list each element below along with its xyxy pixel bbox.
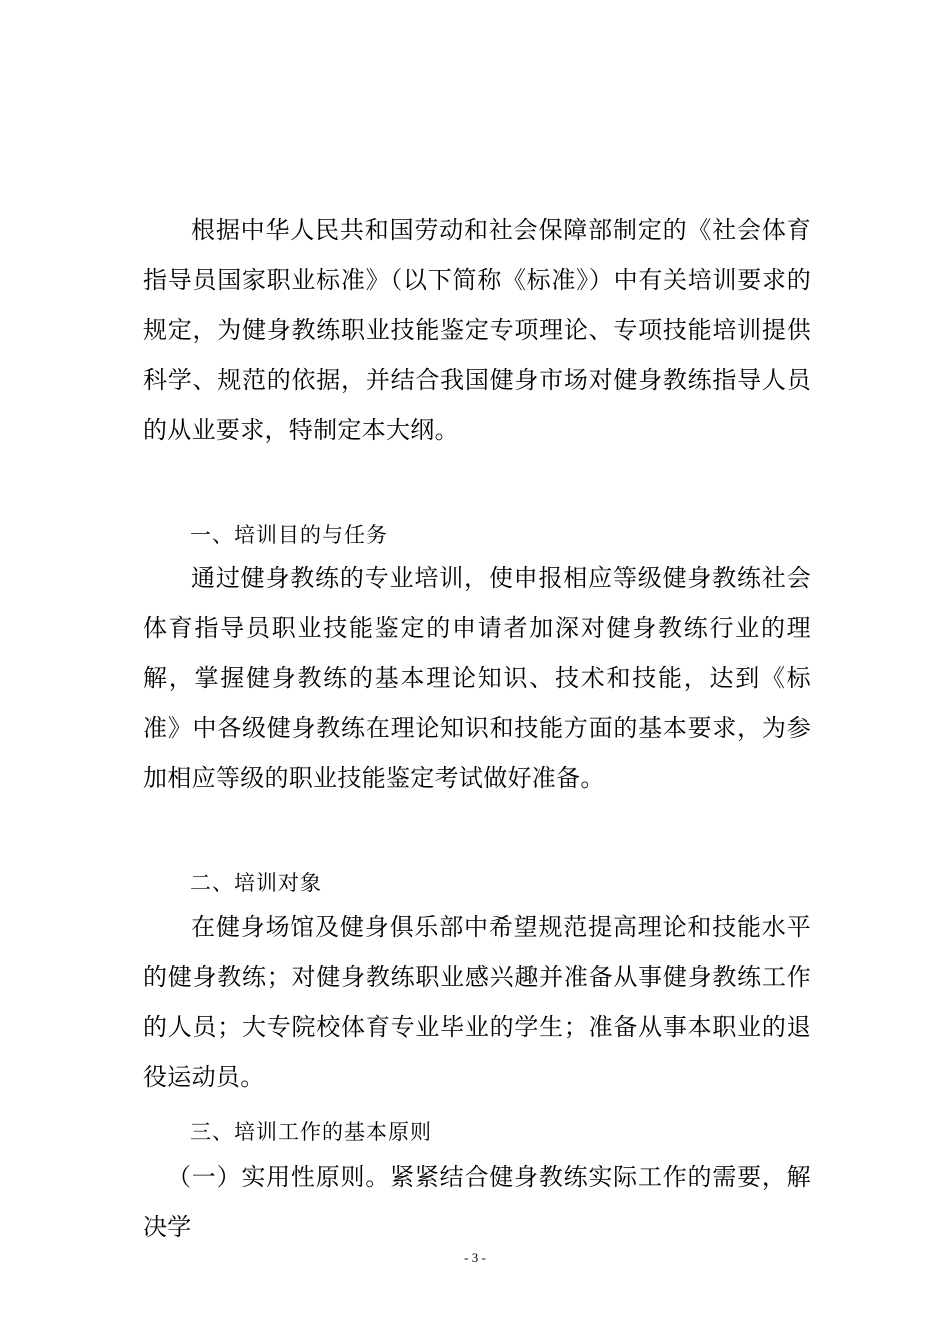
section-body-1: 通过健身教练的专业培训，使申报相应等级健身教练社会体育指导员职业技能鉴定的申请者加深对健身教练行业的理解，掌握健身教练的基本理论知识、技术和技能，达到《标准》中各级健身教练在理论知识和技能方面的基本要求，为参加相应等级的职业技能鉴定考试做好准备。	[143, 564, 811, 792]
section-heading-1: 一、培训目的与任务	[190, 523, 388, 547]
intro-paragraph: 根据中华人民共和国劳动和社会保障部制定的《社会体育指导员国家职业标准》（以下简称《标准》）中有关培训要求的规定，为健身教练职业技能鉴定专项理论、专项技能培训提供科学、规范的依据，并结合我国健身市场对健身教练指导人员的从业要求，特制定本大纲。	[143, 216, 811, 444]
section-body-2: 在健身场馆及健身俱乐部中希望规范提高理论和技能水平的健身教练；对健身教练职业感兴趣并准备从事健身教练工作的人员；大专院校体育专业毕业的学生；准备从事本职业的退役运动员。	[143, 913, 811, 1091]
page-number: - 3 -	[464, 1250, 486, 1265]
section-heading-3: 三、培训工作的基本原则	[190, 1120, 432, 1144]
section-body-3: （一）实用性原则。紧紧结合健身教练实际工作的需要，解决学	[143, 1163, 811, 1241]
section-heading-2: 二、培训对象	[190, 871, 322, 895]
